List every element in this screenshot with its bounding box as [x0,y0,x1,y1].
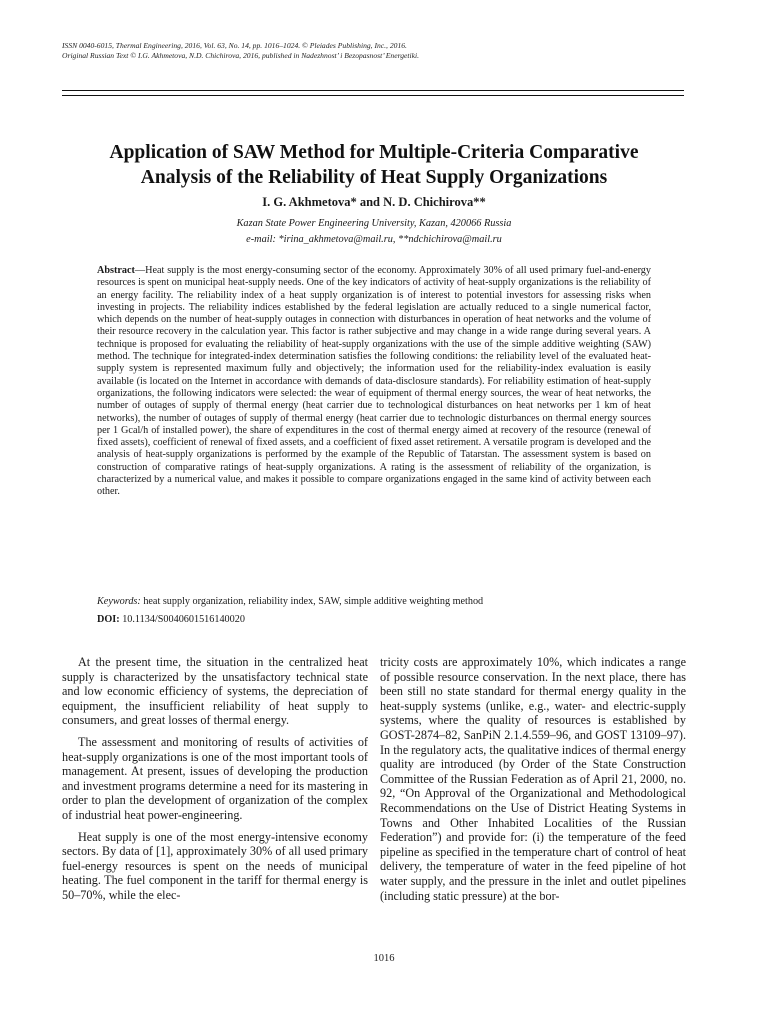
header-rule-bottom [62,95,684,96]
body-column-left [62,655,368,910]
article-title [70,140,678,190]
body-paragraph: tricity costs are approximately 10%, which indicates a range of possible resource conservation. In the next place, there has been still no state standard for thermal energy quality in the heat-supply systems (unlike, e.g., water- and electric-supply systems, where the quality of resources is established by GOST-2874–82, SanPiN 2.1.4.559–96, and GOST 13109–97). In the regulatory acts, the qualitative indices of thermal energy quality are introduced (by Order of the State Construction Committee of the Russian Federation as of April 21, 2000, no. 92, “On Approval of the Organizational and Methodological Recommendations on the Use of District Heating Systems in Towns and Other Inhabited Localities of the Russian Federation”) and provide for: (i) the temperature of the feed pipeline as specified in the temperature chart of control of heat delivery, the temperature of water in the feed pipeline of hot water supply, and the pressure in the inlet and outlet pipelines (including static pressure) at the bor- [380,655,686,903]
author-emails: e-mail: *irina_akhmetova@mail.ru, **ndchichirova@mail.ru [246,234,502,245]
doi-value: 10.1134/S0040601516140020 [119,614,245,625]
article-title-line-1: Application of SAW Method for Multiple-Criteria Comparative [109,142,639,163]
keywords-label: Keywords: [97,596,141,607]
abstract-label: Abstract [97,265,135,276]
body-column-right [380,655,686,910]
journal-header-line-2: Original Russian Text © I.G. Akhmetova, N.D. Chichirova, 2016, published in Nadezhnost’ i Bezopasnost’ Energetiki. [62,51,420,60]
keywords-text: heat supply organization, reliability index, SAW, simple additive weighting method [140,596,484,607]
abstract [97,265,651,499]
article-authors: I. G. Akhmetova* and N. D. Chichirova** [262,195,486,209]
journal-header-line-1: ISSN 0040-6015, Thermal Engineering, 2016, Vol. 63, No. 14, pp. 1016–1024. © Pleiades Publishing, Inc., 2016. [62,41,407,50]
header-rule-top [62,90,684,91]
author-affiliation: Kazan State Power Engineering University, Kazan, 420066 Russia [236,218,512,229]
body-paragraph: Heat supply is one of the most energy-intensive economy sectors. By data of [1], approximately 30% of all used primary fuel-energy resources is spent on the needs of municipal heating. The fuel component in the tariff for thermal energy is 50–70%, while the elec- [62,829,368,902]
journal-header [62,41,702,61]
doi [97,613,657,626]
keywords [97,595,657,608]
body-paragraph: At the present time, the situation in the centralized heat supply is characterized by the unsatisfactory technical state and low economic efficiency of systems, the depreciation of equipment, the insufficient reliability of heat supply to consumers, and great losses of thermal energy. [62,655,368,728]
page-number: 1016 [373,953,395,964]
article-title-line-2: Analysis of the Reliability of Heat Supply Organizations [140,167,608,188]
abstract-text: —Heat supply is the most energy-consuming sector of the economy. Approximately 30% of all used primary fuel-and-energy resources is spent on municipal heat-supply needs. One of the key indicators of activity of heat-supply organizations is the reliability of an energy facility. The reliability index of a heat supply organization is of interest to potential investors for assessing risks when investing in projects. The reliability indices established by the federal legislation are actually reduced to a single numerical factor, which depends on the number of heat-supply outages in connection with disturbances in operation of heat networks and the volume of their resource recovery in the calculation year. This factor is rather subjective and may change in a wide range during several years. A technique is proposed for evaluating the reliability of heat-supply organizations with the use of the simple additive weighting (SAW) method. The technique for integrated-index determination satisfies the following conditions: the reliability level of the evaluated heat-supply system is represented maximum fully and objectively; the information used for the reliability-index evaluation is easily available (is located on the Internet in accordance with demands of data-disclosure standards). For reliability estimation of heat-supply organizations, the following indicators were selected: the wear of equipment of thermal energy sources, the wear of heat networks, the number of outages of supply of thermal energy (heat carrier due to technological disturbances on heat networks per 1 km of heat networks), the number of outages of supply of thermal energy (heat carrier due to technologic disturbances on thermal energy sources per 1 Gcal/h of installed power), the share of expenditures in the cost of thermal energy aimed at recovery of the resource (renewal of fixed assets), coefficient of renewal of fixed assets, and a coefficient of fixed asset retirement. A versatile program is developed and the analysis of heat-supply organizations is performed by the example of the Republic of Tatarstan. The assessment system is based on construction of comparative ratings of heat-supply organizations. A rating is the assessment of reliability of the organization, is characterized by a numerical value, and makes it possible to compare organizations engaged in the same kind of activity between each other. [97,265,651,498]
doi-label: DOI: [97,614,120,625]
body-paragraph: The assessment and monitoring of results of activities of heat-supply organizations is one of the most important tools of management. At present, issues of developing the production and investment programs determine a need for its mastering in order to plan the development of organization of the complex of industrial heat power-engineering. [62,734,368,822]
